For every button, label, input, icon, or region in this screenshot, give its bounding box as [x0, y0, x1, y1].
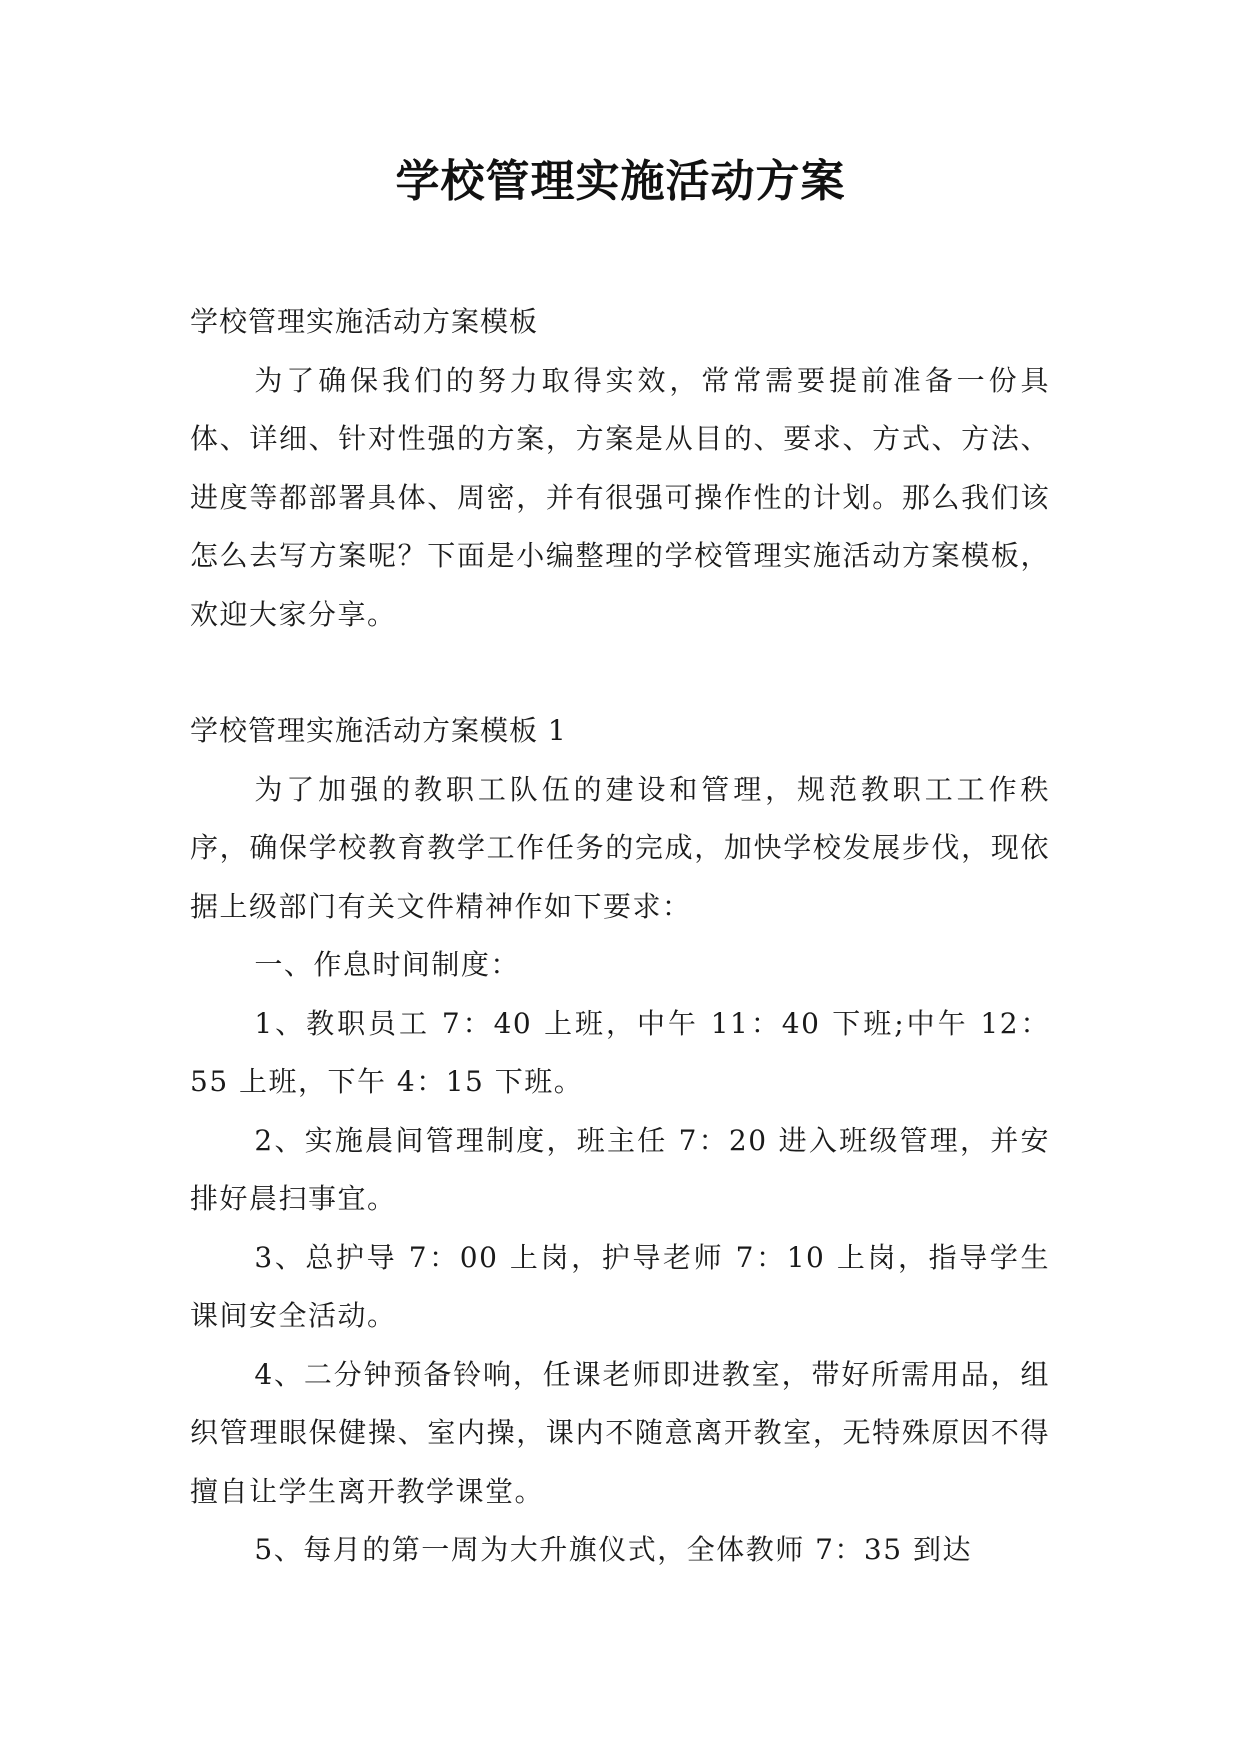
paragraph-purpose: 为了加强的教职工队伍的建设和管理，规范教职工工作秩序，确保学校教育教学工作任务的完成，加快学校发展步伐，现依据上级部门有关文件精神作如下要求： [190, 772, 1050, 923]
paragraph-rule-4: 4、二分钟预备铃响，任课老师即进教室，带好所需用品，组织管理眼保健操、室内操，课内不随意离开教室，无特殊原因不得擅自让学生离开教学课堂。 [190, 1357, 1050, 1508]
paragraph-rule-3: 3、总护导 7：00 上岗，护导老师 7：10 上岗，指导学生课间安全活动。 [190, 1240, 1050, 1332]
paragraph-schedule-heading: 一、作息时间制度： [254, 948, 520, 981]
paragraph-rule-2: 2、实施晨间管理制度，班主任 7：20 进入班级管理，并安排好晨扫事宜。 [190, 1123, 1050, 1215]
document-body [190, 293, 1050, 1580]
document-title: 学校管理实施活动方案 [395, 156, 846, 207]
section-heading-template: 学校管理实施活动方案模板 [190, 305, 539, 338]
section-heading-template-1: 学校管理实施活动方案模板 1 [190, 714, 567, 747]
paragraph-rule-5: 5、每月的第一周为大升旗仪式，全体教师 7：35 到达 [254, 1533, 972, 1566]
paragraph-rule-1: 1、教职员工 7：40 上班，中午 11：40 下班;中午 12：55 上班，下午 4：15 下班。 [190, 1006, 1050, 1098]
section-spacer [190, 644, 1050, 702]
intro-paragraph: 为了确保我们的努力取得实效，常常需要提前准备一份具体、详细、针对性强的方案，方案是从目的、要求、方式、方法、进度等都部署具体、周密，并有很强可操作性的计划。那么我们该怎么去写方案呢？下面是小编整理的学校管理实施活动方案模板，欢迎大家分享。 [190, 363, 1050, 631]
